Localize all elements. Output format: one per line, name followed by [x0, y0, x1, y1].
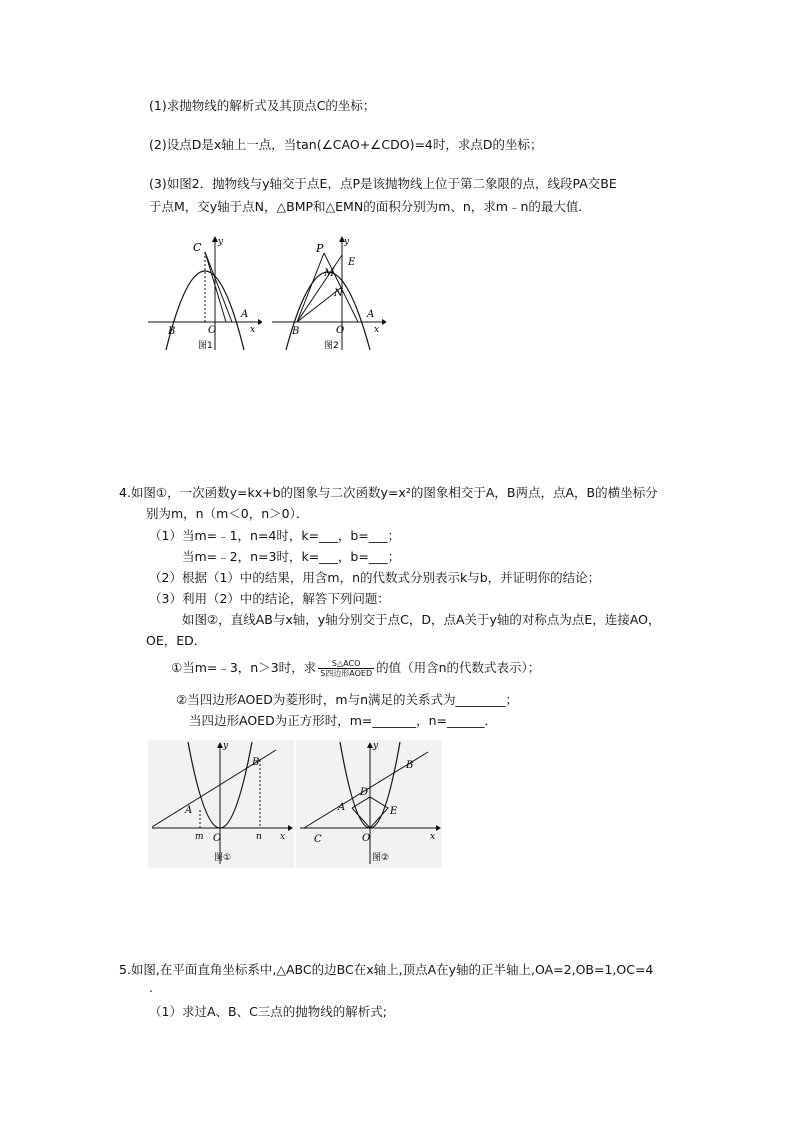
label-a: A [367, 309, 375, 320]
p4-intro-line2: 别为m，n（m＜0，n＞0）． [146, 506, 309, 521]
label-x: x [430, 832, 436, 842]
label-x: x [250, 325, 256, 335]
p4-part3: （3）利用（2）中的结论，解答下列问题： [149, 591, 390, 606]
fraction-numerator: S△ACO [318, 659, 374, 669]
figure-caption: 图② [372, 853, 390, 863]
p3-figure-1 [146, 234, 262, 354]
label-y: y [223, 741, 229, 751]
p4-part1-b: 当m=﹣2，n=3时，k=___，b=___； [182, 549, 401, 564]
p3-figure-2 [270, 234, 386, 354]
label-e: E [390, 806, 398, 817]
p4-intro-line1: 4.如图①，一次函数y=kx+b的图象与二次函数y=x²的图象相交于A，B两点，点A，B的横坐标分 [119, 485, 658, 500]
label-m: m [195, 832, 204, 842]
p5-intro-dot: . [149, 981, 153, 995]
p3-question-1: (1)求抛物线的解析式及其顶点C的坐标； [149, 98, 376, 113]
p4-figure-1 [148, 740, 294, 868]
label-b: B [168, 326, 176, 337]
p4-sub2-b: 当四边形AOED为正方形时，m=_______，n=______． [189, 713, 497, 728]
label-a: A [338, 802, 346, 813]
p3-question-2: (2)设点D是x轴上一点，当tan(∠CAO+∠CDO)=4时，求点D的坐标； [149, 137, 543, 152]
label-a: A [185, 805, 193, 816]
label-y: y [373, 741, 379, 751]
p4-part1-a: （1）当m=﹣1，n=4时，k=___，b=___； [149, 528, 401, 543]
p4-part2: （2）根据（1）中的结果，用含m，n的代数式分别表示k与b，并证明你的结论； [149, 570, 601, 585]
figure-caption: 图① [214, 853, 232, 863]
p5-part1: （1）求过A、B、C三点的抛物线的解析式; [149, 1004, 388, 1019]
label-e: E [348, 257, 356, 268]
figure-caption: 图2 [324, 341, 339, 351]
p5-intro: 5.如图,在平面直角坐标系中,△ABC的边BC在x轴上,顶点A在y轴的正半轴上,OA=2,OB=1,OC=4 [119, 962, 654, 977]
label-o: O [336, 325, 345, 336]
label-b: B [406, 760, 414, 771]
label-d: D [360, 787, 369, 798]
figure-caption: 图1 [198, 341, 213, 351]
label-y: y [344, 237, 350, 247]
label-o: O [362, 833, 371, 844]
p4-figure-2 [296, 740, 442, 868]
p4-part3-desc1: 如图②，直线AB与x轴，y轴分别交于点C，D，点A关于y轴的对称点为点E，连接AO， [182, 612, 661, 627]
label-x: x [280, 832, 286, 842]
p3-question-3-line1: (3)如图2．抛物线与y轴交于点E，点P是该抛物线上位于第二象限的点，线段PA交BE [149, 176, 617, 191]
label-x: x [374, 325, 380, 335]
label-o: O [208, 325, 217, 336]
label-a: A [241, 309, 249, 320]
area-ratio-fraction [318, 659, 374, 678]
label-m: M [324, 268, 335, 279]
label-b: B [292, 326, 300, 337]
label-n: n [256, 832, 262, 842]
p4-sub1-post: 的值（用含n的代数式表示）； [376, 660, 541, 675]
label-b: B [252, 757, 260, 768]
p4-sub2-a: ②当四边形AOED为菱形时，m与n满足的关系式为________； [176, 692, 518, 707]
p4-sub1 [171, 659, 540, 678]
label-y: y [218, 237, 224, 247]
p4-part3-desc2: OE，ED． [146, 633, 207, 648]
label-c: C [314, 834, 322, 845]
label-c: C [193, 241, 202, 254]
label-p: P [316, 242, 324, 255]
fraction-denominator: S四边形AOED [320, 669, 373, 678]
p3-question-3-line2: 于点M，交y轴于点N，△BMP和△EMN的面积分别为m、n，求m﹣n的最大值． [149, 199, 591, 214]
label-o: O [213, 833, 222, 844]
label-n: N [334, 288, 343, 299]
p4-sub1-pre: ①当m=﹣3，n＞3时，求 [171, 660, 317, 675]
